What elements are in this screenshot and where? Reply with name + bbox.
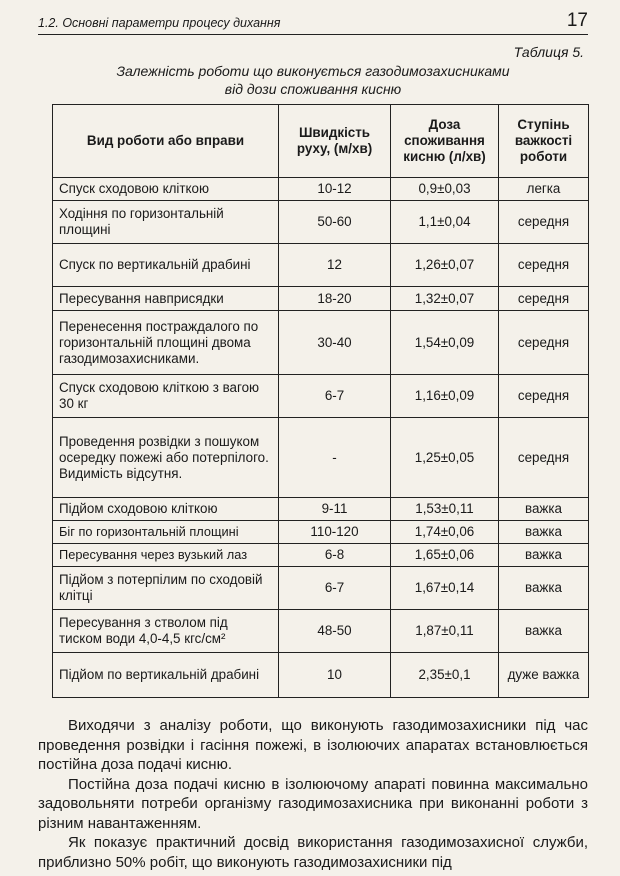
cell-dose: 1,1±0,04 <box>391 201 499 244</box>
cell-work: Підйом з потерпілим по сходовій клітці <box>53 567 279 610</box>
paragraph: Постійна доза подачі кисню в ізолюючому апараті повинна максимально задовольняти потреби організму газодимозахисника при виконанні роботи з різним навантаженням. <box>38 775 588 832</box>
cell-grade: важка <box>499 498 589 521</box>
cell-speed: 12 <box>279 244 391 287</box>
cell-dose: 1,54±0,09 <box>391 311 499 375</box>
table-row <box>53 244 589 287</box>
cell-grade: середня <box>499 201 589 244</box>
paragraph: Виходячи з аналізу роботи, що виконують газодимозахисники під час проведення розвідки і гасіння пожежі, в ізолюючих апаратах встановлюється постійна доза подачі кисню. <box>38 717 588 773</box>
table-header-row <box>53 105 589 178</box>
cell-speed: 50-60 <box>279 201 391 244</box>
body-text <box>38 716 588 872</box>
paragraph: Як показує практичний досвід використання газодимозахисної служби, приблизно 50% робіт, що виконують газодимозахисники під <box>38 834 588 871</box>
cell-grade: середня <box>499 375 589 418</box>
cell-speed: 110-120 <box>279 521 391 544</box>
cell-dose: 0,9±0,03 <box>391 178 499 201</box>
cell-grade: середня <box>499 418 589 498</box>
table-row <box>53 498 589 521</box>
column-header-dose: Доза споживання кисню (л/хв) <box>391 105 499 178</box>
cell-dose: 1,87±0,11 <box>391 610 499 653</box>
cell-dose: 1,53±0,11 <box>391 498 499 521</box>
cell-speed: 10-12 <box>279 178 391 201</box>
table-caption-line: Залежність роботи що виконується газодимозахисниками <box>116 63 510 79</box>
table-caption <box>38 62 588 98</box>
column-header-grade: Ступінь важкості роботи <box>499 105 589 178</box>
cell-work: Пересування через вузький лаз <box>53 544 279 567</box>
cell-speed: 18-20 <box>279 287 391 311</box>
cell-dose: 1,16±0,09 <box>391 375 499 418</box>
cell-dose: 1,74±0,06 <box>391 521 499 544</box>
cell-work: Пересування з стволом під тиском води 4,0-4,5 кгс/см² <box>53 610 279 653</box>
cell-grade: дуже важка <box>499 653 589 698</box>
table-row <box>53 653 589 698</box>
cell-work: Проведення розвідки з пошуком осередку пожежі або потерпілого. Видимість відсутня. <box>53 418 279 498</box>
table-row <box>53 178 589 201</box>
running-header <box>38 10 588 35</box>
cell-dose: 1,26±0,07 <box>391 244 499 287</box>
table-row <box>53 375 589 418</box>
cell-grade: важка <box>499 567 589 610</box>
table-row <box>53 287 589 311</box>
cell-grade: середня <box>499 287 589 311</box>
cell-grade: важка <box>499 521 589 544</box>
cell-dose: 1,25±0,05 <box>391 418 499 498</box>
cell-speed: 10 <box>279 653 391 698</box>
cell-grade: важка <box>499 544 589 567</box>
cell-work: Ходіння по горизонтальній площині <box>53 201 279 244</box>
cell-speed: 9-11 <box>279 498 391 521</box>
cell-speed: 30-40 <box>279 311 391 375</box>
cell-grade: легка <box>499 178 589 201</box>
cell-dose: 1,67±0,14 <box>391 567 499 610</box>
cell-grade: середня <box>499 244 589 287</box>
cell-work: Біг по горизонтальній площині <box>53 521 279 544</box>
column-header-work: Вид роботи або вправи <box>53 105 279 178</box>
cell-work: Спуск сходовою кліткою з вагою 30 кг <box>53 375 279 418</box>
cell-work: Підйом по вертикальній драбині <box>53 653 279 698</box>
cell-work: Спуск по вертикальній драбині <box>53 244 279 287</box>
cell-speed: 48-50 <box>279 610 391 653</box>
table-caption-line: від дози споживання кисню <box>224 81 402 97</box>
page-number: 17 <box>566 10 588 31</box>
table-row <box>53 418 589 498</box>
table-row <box>53 201 589 244</box>
cell-grade: важка <box>499 610 589 653</box>
cell-dose: 2,35±0,1 <box>391 653 499 698</box>
cell-speed: 6-7 <box>279 375 391 418</box>
section-title: 1.2. Основні параметри процесу дихання <box>38 16 281 30</box>
table-row <box>53 567 589 610</box>
cell-speed: - <box>279 418 391 498</box>
cell-grade: середня <box>499 311 589 375</box>
table-row <box>53 521 589 544</box>
cell-dose: 1,32±0,07 <box>391 287 499 311</box>
cell-work: Пересування навприсядки <box>53 287 279 311</box>
oxygen-dose-table <box>52 104 589 698</box>
table-label: Таблиця 5. <box>513 44 584 60</box>
cell-speed: 6-8 <box>279 544 391 567</box>
cell-speed: 6-7 <box>279 567 391 610</box>
cell-work: Підйом сходовою кліткою <box>53 498 279 521</box>
table-row <box>53 311 589 375</box>
table-row <box>53 610 589 653</box>
cell-work: Спуск сходовою кліткою <box>53 178 279 201</box>
cell-work: Перенесення постраждалого по горизонтальній площині двома газодимозахисниками. <box>53 311 279 375</box>
column-header-speed: Швидкість руху, (м/хв) <box>279 105 391 178</box>
cell-dose: 1,65±0,06 <box>391 544 499 567</box>
table-row <box>53 544 589 567</box>
